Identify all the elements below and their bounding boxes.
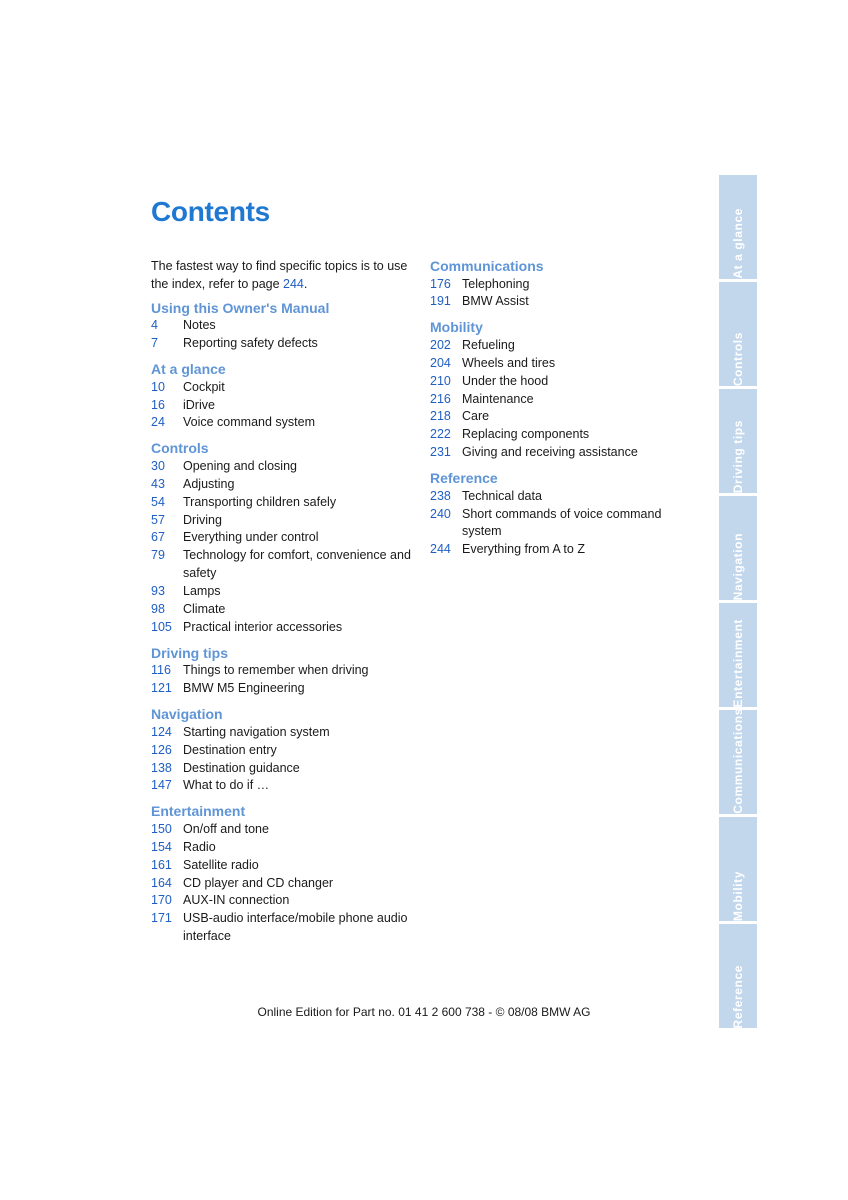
- toc-entry[interactable]: [430, 355, 680, 373]
- toc-entry[interactable]: [151, 910, 413, 946]
- section-title[interactable]: Controls: [151, 440, 209, 457]
- entry-label: Reporting safety defects: [183, 336, 318, 351]
- entry-label: On/off and tone: [183, 821, 269, 836]
- tab-controls[interactable]: [719, 282, 757, 386]
- entry-label: iDrive: [183, 397, 215, 412]
- tab-label: At a glance: [731, 208, 745, 279]
- section-title[interactable]: Entertainment: [151, 803, 246, 820]
- toc-entry[interactable]: [151, 742, 413, 760]
- toc-entry[interactable]: [151, 892, 413, 910]
- entry-label: Technology for comfort, convenience and safety: [183, 548, 411, 581]
- toc-entry[interactable]: [151, 839, 413, 857]
- entry-label: Voice command system: [183, 415, 315, 430]
- toc-entry[interactable]: [151, 760, 413, 778]
- page-number-link[interactable]: 238: [430, 488, 451, 503]
- page-number-link[interactable]: 202: [430, 337, 451, 352]
- intro-paragraph: [151, 258, 413, 294]
- page-number-link[interactable]: 191: [430, 294, 451, 309]
- page-number-link[interactable]: 218: [430, 409, 451, 424]
- entry-label: Destination entry: [183, 742, 277, 757]
- page-number-link[interactable]: 138: [151, 760, 172, 775]
- toc-entry[interactable]: [151, 724, 413, 742]
- entry-label: Technical data: [462, 488, 542, 503]
- page-number-link[interactable]: 124: [151, 724, 172, 739]
- page-number-link[interactable]: 231: [430, 445, 451, 460]
- toc-entry[interactable]: [151, 512, 413, 530]
- entry-label: Everything from A to Z: [462, 542, 585, 557]
- entry-label: Refueling: [462, 337, 515, 352]
- tab-reference[interactable]: [719, 924, 757, 1028]
- tab-at-a-glance[interactable]: [719, 175, 757, 279]
- tab-mobility[interactable]: [719, 817, 757, 921]
- page-number-link[interactable]: 121: [151, 681, 172, 696]
- toc-entry[interactable]: [430, 391, 680, 409]
- section-navigation: [151, 706, 413, 795]
- page-number-link[interactable]: 7: [151, 336, 158, 351]
- toc-entry[interactable]: [151, 662, 413, 680]
- tab-communications[interactable]: [719, 710, 757, 814]
- footer-text: Online Edition for Part no. 01 41 2 600 738 - © 08/08 BMW AG: [257, 1005, 591, 1019]
- toc-entry[interactable]: [430, 373, 680, 391]
- page-number-link[interactable]: 116: [151, 663, 171, 678]
- section-title[interactable]: Navigation: [151, 706, 223, 723]
- entry-label: What to do if …: [183, 778, 270, 793]
- page-number-link[interactable]: 176: [430, 276, 451, 291]
- toc-entry[interactable]: [430, 408, 680, 426]
- entry-label: Adjusting: [183, 476, 235, 491]
- section-using-this-owner-s-manual: [151, 300, 413, 353]
- page-number-link[interactable]: 16: [151, 397, 165, 412]
- page-number-link[interactable]: 98: [151, 602, 165, 617]
- toc-entry[interactable]: [151, 821, 413, 839]
- toc-entry[interactable]: [151, 857, 413, 875]
- toc-entry[interactable]: [151, 529, 413, 547]
- left-sections: [151, 300, 413, 946]
- section-title[interactable]: At a glance: [151, 361, 226, 378]
- entry-label: Care: [462, 409, 490, 424]
- page-number-link[interactable]: 105: [151, 620, 172, 634]
- toc-entry[interactable]: [151, 547, 413, 583]
- page-number-link[interactable]: 57: [151, 512, 165, 527]
- tab-label: Navigation: [731, 532, 745, 600]
- tab-label: Reference: [731, 964, 745, 1028]
- tab-label: Mobility: [731, 870, 745, 921]
- entry-label: Replacing components: [462, 427, 590, 442]
- toc-entry[interactable]: [430, 426, 680, 444]
- tab-label: Entertainment: [731, 618, 745, 707]
- toc-entry[interactable]: [430, 276, 680, 294]
- page-number-link[interactable]: 204: [430, 355, 451, 370]
- page-number-link[interactable]: 4: [151, 318, 158, 333]
- tab-label: Controls: [731, 331, 745, 386]
- toc-entry[interactable]: [151, 494, 413, 512]
- entry-label: Transporting children safely: [183, 494, 337, 509]
- toc-entry[interactable]: [151, 458, 413, 476]
- page-number-link[interactable]: 24: [151, 415, 165, 430]
- toc-entry[interactable]: [151, 335, 413, 353]
- page-number-link[interactable]: 10: [151, 379, 165, 394]
- page-title: Contents: [151, 196, 270, 227]
- section-reference: [430, 470, 680, 559]
- entry-label: Everything under control: [183, 530, 319, 545]
- page-number-link[interactable]: 244: [430, 542, 451, 557]
- page-number-link[interactable]: 93: [151, 584, 165, 599]
- section-title[interactable]: Communications: [430, 258, 544, 274]
- toc-entry[interactable]: [430, 337, 680, 355]
- entry-label: Practical interior accessories: [183, 620, 343, 634]
- section-title[interactable]: Mobility: [430, 319, 483, 336]
- page-number-link[interactable]: 161: [151, 857, 172, 872]
- intro-suffix: .: [303, 276, 308, 291]
- entry-label: Telephoning: [462, 276, 530, 291]
- entry-label: Giving and receiving assistance: [462, 445, 638, 460]
- entry-label: BMW M5 Engineering: [183, 681, 305, 696]
- entry-label: Opening and closing: [183, 458, 297, 473]
- toc-entry[interactable]: [151, 583, 413, 601]
- page-number-link[interactable]: 67: [151, 530, 165, 545]
- contents-column-left: [151, 258, 413, 954]
- toc-entry[interactable]: [151, 397, 413, 415]
- toc-entry[interactable]: [151, 680, 413, 698]
- toc-entry[interactable]: [151, 777, 413, 795]
- toc-entry[interactable]: [151, 379, 413, 397]
- entry-label: USB-audio interface/mobile phone audio interface: [183, 911, 408, 944]
- page-number-link[interactable]: 147: [151, 778, 172, 793]
- entry-label: Short commands of voice command system: [462, 506, 662, 539]
- entry-label: Cockpit: [183, 379, 225, 394]
- section-title[interactable]: Using this Owner's Manual: [151, 299, 330, 316]
- index-page-link[interactable]: 244: [283, 276, 304, 291]
- toc-entry[interactable]: [151, 476, 413, 494]
- entry-label: BMW Assist: [462, 294, 529, 309]
- page-number-link[interactable]: 54: [151, 494, 165, 509]
- entry-label: Radio: [183, 839, 216, 854]
- contents-column-right: [430, 258, 680, 567]
- section-mobility: [430, 319, 680, 462]
- page-number-link[interactable]: 30: [151, 458, 165, 473]
- tab-driving-tips[interactable]: [719, 389, 757, 493]
- page-number-link[interactable]: 216: [430, 391, 451, 406]
- tab-label: Communications: [731, 708, 745, 814]
- page-number-link[interactable]: 210: [430, 373, 451, 388]
- toc-entry[interactable]: [430, 488, 680, 506]
- tab-label: Driving tips: [731, 419, 745, 493]
- entry-label: Destination guidance: [183, 760, 300, 775]
- section-title[interactable]: Reference: [430, 470, 498, 487]
- toc-entry[interactable]: [151, 317, 413, 335]
- toc-entry[interactable]: [151, 414, 413, 432]
- page-number-link[interactable]: 222: [430, 427, 451, 442]
- section-driving-tips: [151, 645, 413, 698]
- entry-label: Starting navigation system: [183, 724, 330, 739]
- entry-label: CD player and CD changer: [183, 875, 334, 890]
- entry-label: Things to remember when driving: [183, 663, 369, 678]
- chapter-tabs: [719, 175, 757, 1031]
- entry-label: Under the hood: [462, 373, 549, 388]
- right-sections: [430, 258, 680, 559]
- entry-label: Climate: [183, 602, 226, 617]
- page-number-link[interactable]: 43: [151, 476, 165, 491]
- page-number-link[interactable]: 79: [151, 548, 165, 563]
- toc-entry[interactable]: [430, 541, 680, 559]
- intro-text: The fastest way to find specific topics is to use the index, refer to page: [151, 259, 408, 291]
- entry-label: Notes: [183, 318, 216, 333]
- section-title[interactable]: Driving tips: [151, 644, 229, 661]
- toc-entry[interactable]: [151, 601, 413, 619]
- page-number-link[interactable]: 154: [151, 839, 172, 854]
- page-number-link[interactable]: 126: [151, 742, 172, 757]
- toc-entry[interactable]: [430, 444, 680, 462]
- page-number-link[interactable]: 240: [430, 506, 451, 521]
- entry-label: Wheels and tires: [462, 355, 556, 370]
- page-number-link[interactable]: 170: [151, 893, 172, 908]
- page-number-link[interactable]: 164: [151, 875, 172, 890]
- toc-entry[interactable]: [430, 293, 680, 311]
- entry-label: Lamps: [183, 584, 221, 599]
- section-communications: [430, 258, 680, 311]
- section-controls: [151, 440, 413, 637]
- toc-entry[interactable]: [151, 619, 413, 637]
- page-number-link[interactable]: 150: [151, 821, 172, 836]
- toc-entry[interactable]: [430, 506, 680, 542]
- entry-label: AUX-IN connection: [183, 893, 290, 908]
- entry-label: Maintenance: [462, 391, 534, 406]
- section-entertainment: [151, 803, 413, 946]
- tab-navigation[interactable]: [719, 496, 757, 600]
- page-number-link[interactable]: 171: [151, 911, 172, 926]
- entry-label: Satellite radio: [183, 857, 259, 872]
- toc-entry[interactable]: [151, 875, 413, 893]
- section-at-a-glance: [151, 361, 413, 432]
- tab-entertainment[interactable]: [719, 603, 757, 707]
- entry-label: Driving: [183, 512, 222, 527]
